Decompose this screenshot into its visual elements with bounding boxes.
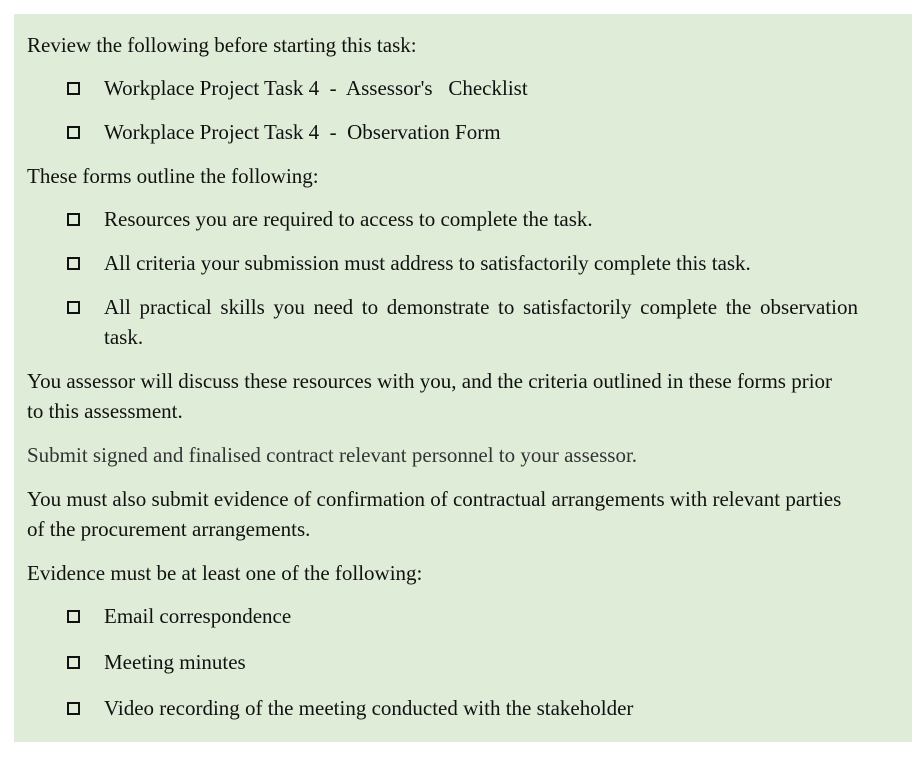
checkbox-icon[interactable] — [67, 656, 80, 669]
list-item — [27, 693, 912, 723]
submit-evidence-note: You must also submit evidence of confirmation of contractual arrangements with relevant parties of the procurement arrangements. — [27, 487, 842, 541]
list-item — [27, 248, 912, 278]
outline-item-criteria: All criteria your submission must address to satisfactorily complete this task. — [104, 251, 751, 275]
checkbox-icon[interactable] — [67, 82, 80, 95]
checkbox-icon[interactable] — [67, 702, 80, 715]
review-intro: Review the following before starting this task: — [27, 33, 417, 57]
forms-outline-heading: These forms outline the following: — [27, 164, 319, 188]
checkbox-icon[interactable] — [67, 257, 80, 270]
list-item — [27, 204, 912, 234]
outline-item-practical-skills: All practical skills you need to demonstrate to satisfactorily complete the observation task. — [104, 295, 858, 349]
submit-contract-note: Submit signed and finalised contract relevant personnel to your assessor. — [27, 443, 638, 467]
review-item-observation-form: Workplace Project Task 4 - Observation Form — [104, 120, 501, 144]
evidence-item-video: Video recording of the meeting conducted with the stakeholder — [104, 696, 634, 720]
list-item — [27, 73, 912, 103]
checkbox-icon[interactable] — [67, 126, 80, 139]
evidence-item-email: Email correspondence — [104, 604, 292, 628]
evidence-checklist — [27, 601, 912, 723]
outline-checklist — [27, 204, 912, 352]
list-item — [27, 601, 912, 631]
checkbox-icon[interactable] — [67, 301, 80, 314]
list-item — [27, 292, 912, 352]
outline-item-resources: Resources you are required to access to complete the task. — [104, 207, 593, 231]
evidence-intro: Evidence must be at least one of the following: — [27, 561, 423, 585]
list-item — [27, 117, 912, 147]
evidence-item-minutes: Meeting minutes — [104, 650, 246, 674]
checkbox-icon[interactable] — [67, 213, 80, 226]
checkbox-icon[interactable] — [67, 610, 80, 623]
list-item — [27, 647, 912, 677]
assessor-note: You assessor will discuss these resources with you, and the criteria outlined in these forms prior to this assessment. — [27, 369, 833, 423]
review-checklist — [27, 73, 912, 147]
instructions-panel — [14, 14, 912, 742]
review-item-assessors-checklist: Workplace Project Task 4 - Assessor's Checklist — [104, 76, 528, 100]
